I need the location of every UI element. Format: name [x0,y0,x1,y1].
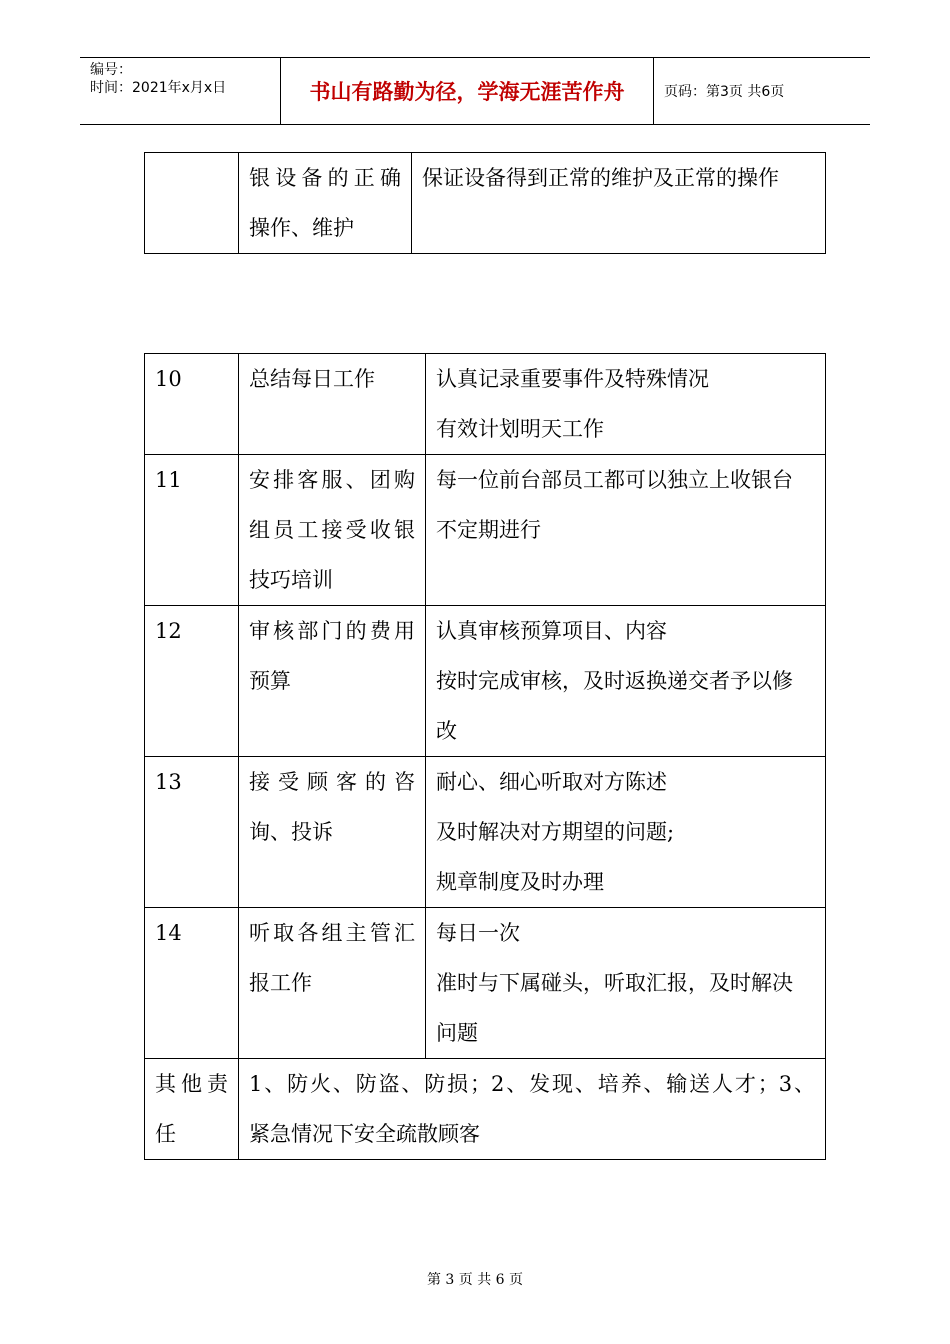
row-number-cell: 10 [145,354,239,455]
row-number-cell: 13 [145,757,239,908]
task-cell [239,354,426,455]
standard-cell [412,153,826,254]
standard-line: 认真审核预算项目、内容 [436,619,667,643]
table-row [145,354,826,455]
table-row [145,908,826,1059]
standard-line: 保证设备得到正常的维护及正常的操作 [422,166,779,190]
task-line: 询、投诉 [249,820,333,844]
table-row [145,606,826,757]
standard-line: 及时解决对方期望的问题; [436,820,675,844]
row-number-cell [145,153,239,254]
task-line: 预算 [249,669,291,693]
task-line: 技巧培训 [249,568,333,592]
other-duties-label: 其他责 任 [145,1059,239,1160]
row-number-cell: 11 [145,455,239,606]
duties-table [144,353,826,1160]
table-row [145,757,826,908]
task-cell [239,606,426,757]
standard-line: 问题 [436,1021,478,1045]
standard-line: 有效计划明天工作 [436,417,604,441]
doc-number-label: 编号： [90,62,132,78]
task-line: 总结每日工作 [249,367,375,391]
doc-date: 时间：2021年x月x日 [90,80,227,96]
continued-table [144,152,826,254]
task-cell [239,908,426,1059]
task-line: 安排客服、团购 [249,468,415,492]
other-duties-line: 紧急情况下安全疏散顾客 [249,1122,480,1146]
task-cell [239,455,426,606]
table-row [145,153,826,254]
task-line: 审核部门的费用 [249,619,415,643]
standard-line: 认真记录重要事件及特殊情况 [436,367,709,391]
standard-line: 不定期进行 [436,518,541,542]
standard-cell [426,606,826,757]
standard-line: 改 [436,719,457,743]
task-line: 操作、维护 [249,216,354,240]
task-line: 接受顾客的咨 [249,770,415,794]
task-line: 听取各组主管汇 [249,921,415,945]
standard-line: 规章制度及时办理 [436,870,604,894]
other-duties-line: 1、防火、防盗、防损；2、发现、培养、输送人才；3、 [249,1072,815,1096]
header-page-info: 页码：第3页 共6页 [664,84,785,100]
other-duties-content [239,1059,826,1160]
standard-cell [426,354,826,455]
other-duties-row [145,1059,826,1160]
task-cell [239,153,412,254]
standard-line: 按时完成审核，及时返换递交者予以修 [436,669,793,693]
standard-cell [426,757,826,908]
standard-line: 耐心、细心听取对方陈述 [436,770,667,794]
table-row [145,455,826,606]
header-meta [90,61,280,97]
row-number-cell: 14 [145,908,239,1059]
standard-cell [426,455,826,606]
standard-line: 每一位前台部员工都可以独立上收银台 [436,468,793,492]
standard-line: 每日一次 [436,921,520,945]
page-footer: 第 3 页 共 6 页 [426,1272,524,1288]
task-cell [239,757,426,908]
task-line: 组员工接受收银 [249,518,415,542]
row-number-cell: 12 [145,606,239,757]
page-header [80,57,870,125]
task-line: 报工作 [249,971,312,995]
task-line: 银设备的正确 [249,166,401,190]
standard-line: 准时与下属碰头，听取汇报，及时解决 [436,971,793,995]
header-motto: 书山有路勤为径，学海无涯苦作舟 [280,58,654,124]
standard-cell [426,908,826,1059]
